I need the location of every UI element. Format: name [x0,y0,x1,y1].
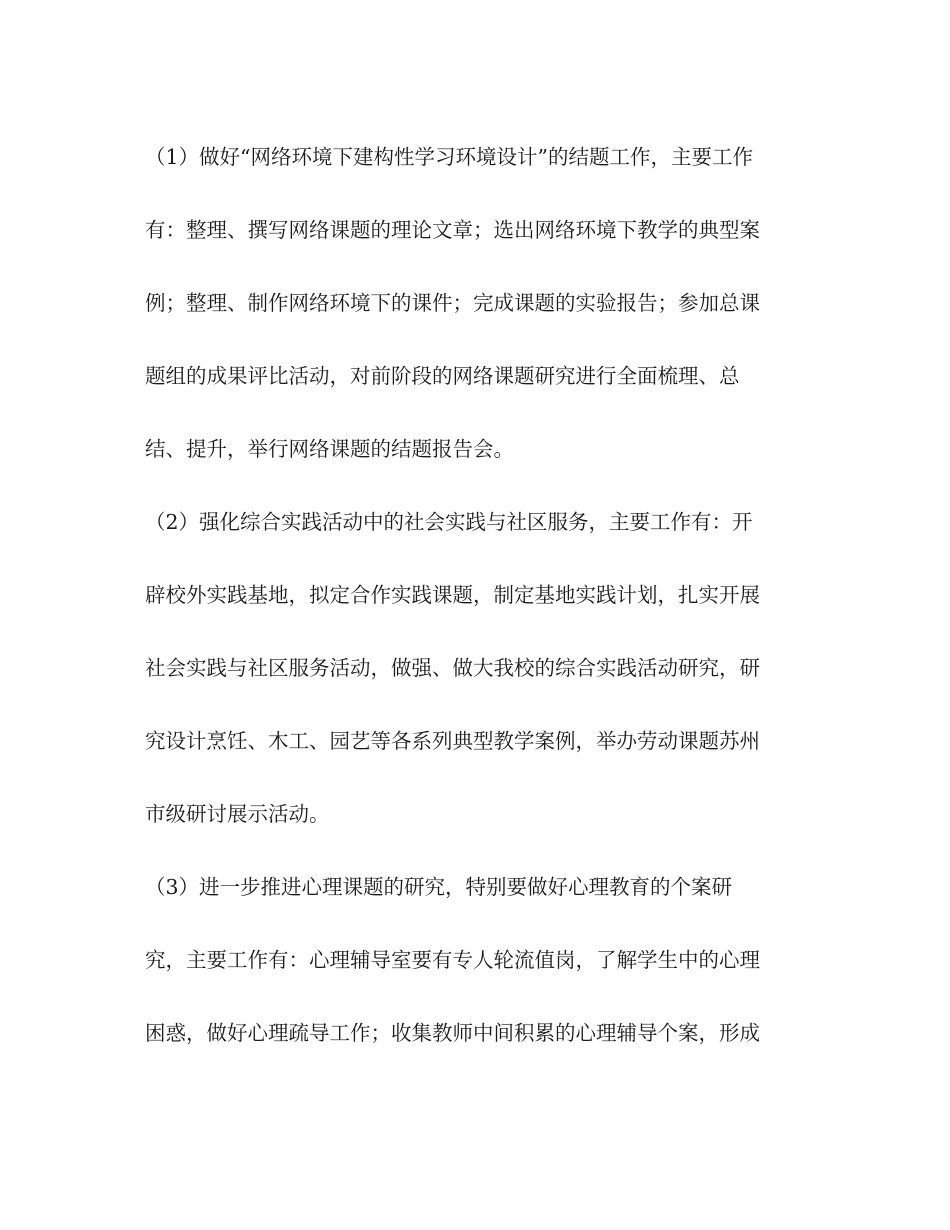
text-line-1: （1）做好“网络环境下建构性学习环境设计”的结题工作，主要工作 [145,145,754,169]
text-line-3: 例；整理、制作网络环境下的课件；完成课题的实验报告；参加总课 [145,291,760,315]
text-line-12: 究，主要工作有：心理辅导室要有专人轮流值岗，了解学生中的心理 [145,948,760,972]
text-line-10: 市级研讨展示活动。 [145,802,330,826]
text-line-7: 辟校外实践基地，拟定合作实践课题，制定基地实践计划，扎实开展 [145,583,760,607]
text-line-13: 困惑，做好心理疏导工作；收集教师中间积累的心理辅导个案，形成 [145,1021,760,1045]
text-line-5: 结、提升，举行网络课题的结题报告会。 [145,437,514,461]
text-line-4: 题组的成果评比活动，对前阶段的网络课题研究进行全面梳理、总 [145,364,740,388]
text-line-9: 究设计烹饪、木工、园艺等各系列典型教学案例，举办劳动课题苏州 [145,729,760,753]
document-body [145,137,800,1086]
text-line-2: 有：整理、撰写网络课题的理论文章；选出网络环境下教学的典型案 [145,218,760,242]
text-line-11: （3）进一步推进心理课题的研究，特别要做好心理教育的个案研 [145,875,733,899]
text-line-6: （2）强化综合实践活动中的社会实践与社区服务，主要工作有：开 [145,510,753,534]
text-line-8: 社会实践与社区服务活动，做强、做大我校的综合实践活动研究，研 [145,656,760,680]
